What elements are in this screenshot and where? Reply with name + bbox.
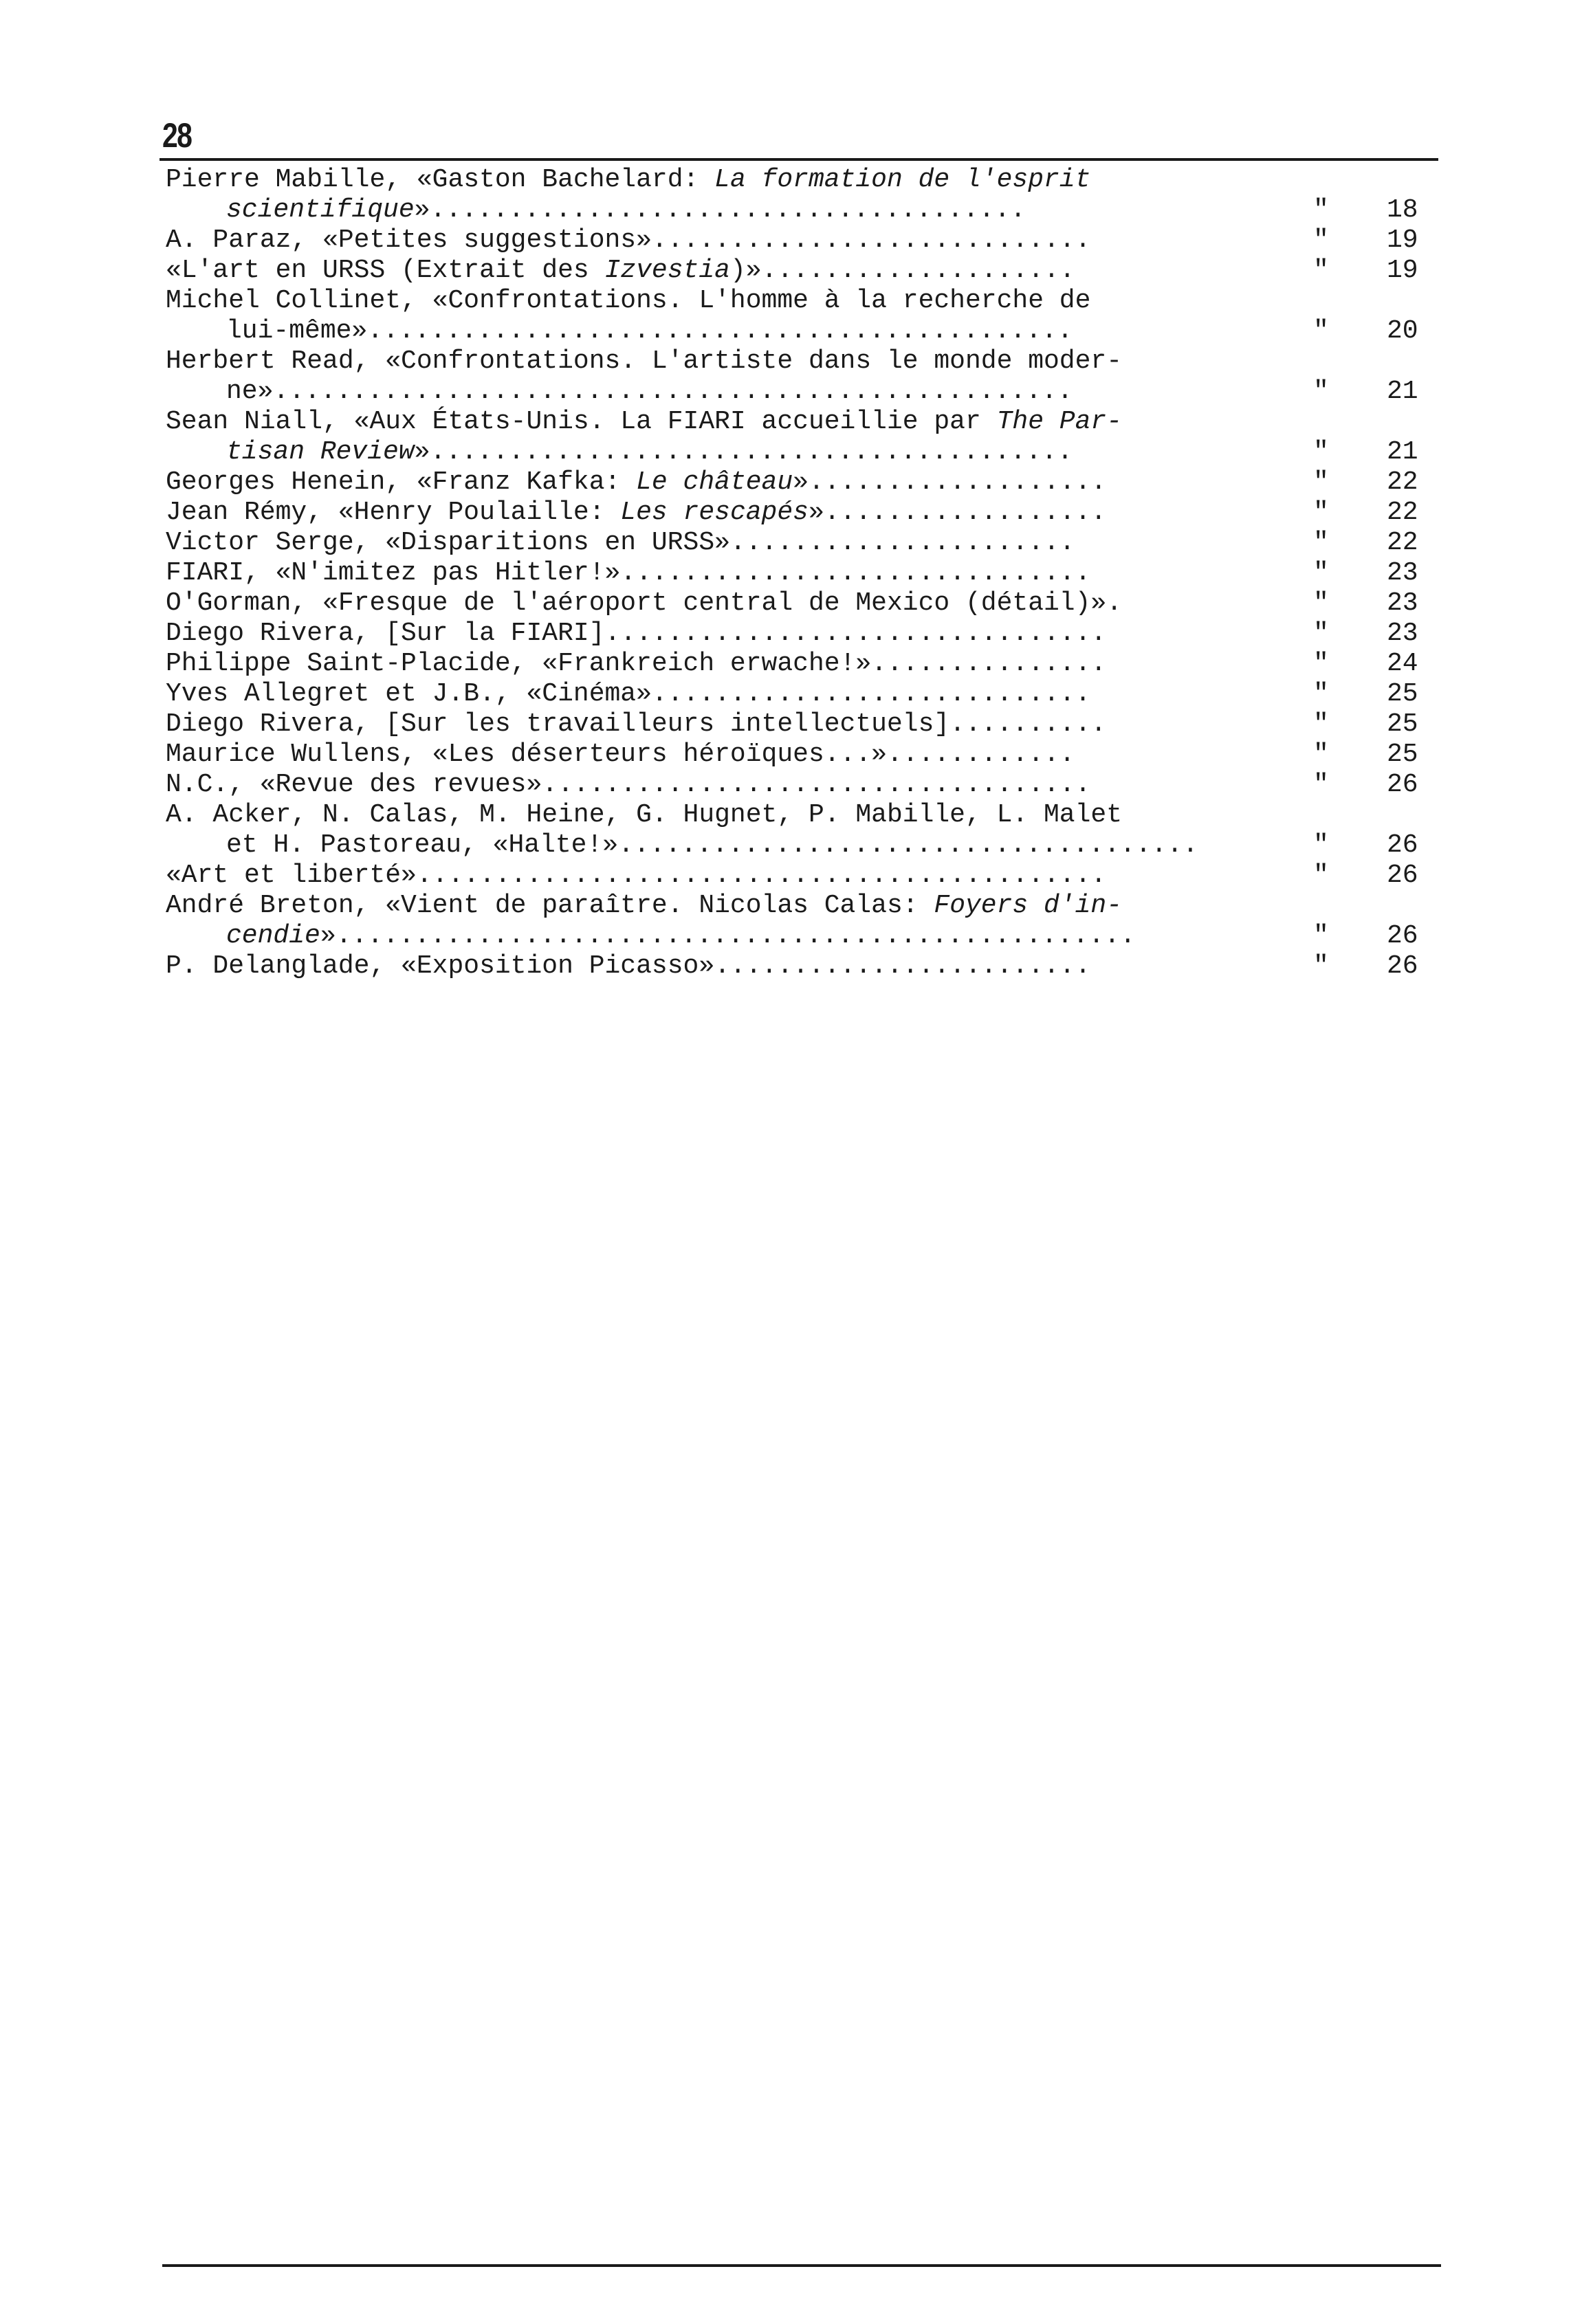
toc-italic-title: cendie (226, 921, 320, 951)
toc-page-number: 23 (1387, 588, 1418, 618)
toc-page-number: 26 (1387, 951, 1418, 981)
toc-entry (166, 498, 1424, 528)
toc-entry-text (166, 407, 1122, 437)
toc-page-number: 19 (1387, 256, 1418, 285)
toc-text-segment: N.C., «Revue des revues»................................... (166, 770, 1091, 799)
toc-entry (166, 800, 1424, 861)
toc-entry (166, 709, 1424, 740)
toc-page-number: 21 (1387, 377, 1418, 406)
toc-entry-line (166, 679, 1424, 709)
toc-entry-text (166, 225, 1090, 256)
toc-text-segment: Diego Rivera, [Sur la FIARI]................................ (166, 619, 1107, 648)
toc-entry-line (166, 498, 1424, 528)
toc-text-segment: P. Delanglade, «Exposition Picasso»........................ (166, 951, 1091, 981)
toc-entry (166, 619, 1424, 649)
toc-text-segment: André Breton, «Vient de paraître. Nicolas Calas: (166, 891, 934, 920)
toc-text-segment: A. Paraz, «Petites suggestions»............................ (166, 225, 1091, 255)
ditto-mark: " (1313, 709, 1329, 739)
toc-text-segment: A. Acker, N. Calas, M. Heine, G. Hugnet, P. Mabille, L. Malet (166, 800, 1123, 830)
toc-page-number: 18 (1387, 195, 1418, 225)
toc-entry (166, 588, 1424, 619)
toc-entry-text (166, 800, 1122, 830)
toc-entry-line (166, 528, 1424, 558)
toc-page-number: 24 (1387, 649, 1418, 678)
toc-italic-title: La formation de l'esprit (714, 165, 1091, 195)
toc-entry-text (166, 861, 1106, 891)
toc-text-segment: Michel Collinet, «Confrontations. L'homme à la recherche de (166, 286, 1091, 316)
toc-entry (166, 740, 1424, 770)
toc-entry-text (166, 256, 1075, 286)
toc-text-segment: FIARI, «N'imitez pas Hitler!».............................. (166, 558, 1091, 588)
toc-page-number: 19 (1387, 225, 1418, 255)
toc-entry-text (166, 951, 1090, 982)
toc-italic-title: Foyers d'in- (934, 891, 1123, 920)
ditto-mark: " (1313, 679, 1329, 709)
toc-italic-title: Le château (636, 467, 793, 497)
toc-text-segment: Georges Henein, «Franz Kafka: (166, 467, 637, 497)
toc-entry (166, 861, 1424, 891)
toc-entry-continuation-line (166, 921, 1424, 951)
toc-entry-text (166, 619, 1106, 649)
toc-text-segment: «Art et liberté»............................................ (166, 861, 1107, 890)
toc-text-segment: Victor Serge, «Disparitions en URSS»...................... (166, 528, 1075, 557)
page-number: 28 (162, 116, 192, 155)
toc-entry-text (166, 498, 1106, 528)
toc-entry-text (226, 316, 1073, 346)
toc-entry-text (166, 891, 1122, 921)
ditto-mark: " (1313, 558, 1329, 588)
ditto-mark: " (1313, 951, 1329, 981)
toc-entry (166, 165, 1424, 225)
toc-text-segment: Diego Rivera, [Sur les travailleurs intellectuels].......... (166, 709, 1107, 739)
toc-entry (166, 407, 1424, 467)
toc-entry (166, 951, 1424, 982)
toc-text-segment: »...................................... (414, 195, 1026, 225)
toc-text-segment: lui-même»............................................. (226, 316, 1073, 346)
toc-entry-text (226, 921, 1136, 951)
toc-page-number: 23 (1387, 558, 1418, 588)
toc-page-number: 20 (1387, 316, 1418, 346)
toc-italic-title: The Par- (996, 407, 1123, 436)
toc-entry-line (166, 619, 1424, 649)
toc-page-number: 25 (1387, 709, 1418, 739)
toc-entry (166, 225, 1424, 256)
toc-page-number: 26 (1387, 830, 1418, 860)
toc-entry-text (166, 165, 1090, 195)
toc-entry-text (166, 467, 1106, 498)
toc-text-segment: »................... (793, 467, 1107, 497)
toc-page-number: 22 (1387, 467, 1418, 497)
toc-entry-continuation-line (166, 377, 1424, 407)
ditto-mark: " (1313, 740, 1329, 769)
toc-entry-line (166, 861, 1424, 891)
toc-page-number: 22 (1387, 498, 1418, 527)
toc-text-segment: O'Gorman, «Fresque de l'aéroport central de Mexico (détail)». (166, 588, 1123, 618)
toc-entry-text (166, 286, 1090, 316)
toc-entry-text (166, 346, 1122, 377)
toc-entry (166, 346, 1424, 407)
toc-text-segment: Yves Allegret et J.B., «Cinéma»............................ (166, 679, 1091, 709)
toc-entry-line (166, 649, 1424, 679)
toc-page-number: 26 (1387, 921, 1418, 951)
toc-entry-line (166, 467, 1424, 498)
toc-page-number: 25 (1387, 679, 1418, 709)
ditto-mark: " (1313, 377, 1329, 406)
ditto-mark: " (1313, 467, 1329, 497)
toc-entry-line (166, 286, 1424, 316)
toc-entry-text (166, 770, 1090, 800)
toc-entry (166, 467, 1424, 498)
toc-entry-text (166, 528, 1075, 558)
toc-text-segment: )».................... (729, 256, 1075, 285)
toc-page-number: 25 (1387, 740, 1418, 769)
toc-page-number: 22 (1387, 528, 1418, 557)
toc-page-number: 26 (1387, 770, 1418, 799)
toc-entry-text (166, 588, 1122, 619)
toc-entry-text (166, 558, 1090, 588)
toc-italic-title: scientifique (226, 195, 415, 225)
ditto-mark: " (1313, 225, 1329, 255)
toc-entry (166, 256, 1424, 286)
toc-entry-continuation-line (166, 830, 1424, 861)
toc-italic-title: Izvestia (604, 256, 730, 285)
toc-entry (166, 286, 1424, 346)
toc-entry-line (166, 165, 1424, 195)
toc-entry-text (166, 679, 1090, 709)
toc-text-segment: «L'art en URSS (Extrait des (166, 256, 605, 285)
toc-entry-line (166, 558, 1424, 588)
ditto-mark: " (1313, 437, 1329, 467)
toc-entry-line (166, 800, 1424, 830)
ditto-mark: " (1313, 316, 1329, 346)
toc-entry (166, 891, 1424, 951)
ditto-mark: " (1313, 588, 1329, 618)
toc-entry (166, 770, 1424, 800)
toc-entry-continuation-line (166, 195, 1424, 225)
ditto-mark: " (1313, 195, 1329, 225)
toc-text-segment: ».................. (808, 498, 1107, 527)
toc-entry-text (166, 709, 1106, 740)
toc-entry (166, 679, 1424, 709)
ditto-mark: " (1313, 256, 1329, 285)
table-of-contents (166, 165, 1424, 982)
ditto-mark: " (1313, 830, 1329, 860)
toc-text-segment: Jean Rémy, «Henry Poulaille: (166, 498, 621, 527)
toc-entry-continuation-line (166, 316, 1424, 346)
toc-entry (166, 558, 1424, 588)
ditto-mark: " (1313, 861, 1329, 890)
toc-entry-line (166, 770, 1424, 800)
toc-entry-line (166, 225, 1424, 256)
toc-italic-title: Les rescapés (620, 498, 809, 527)
toc-text-segment: Sean Niall, «Aux États-Unis. La FIARI accueillie par (166, 407, 997, 436)
toc-entry-line (166, 407, 1424, 437)
toc-entry-text (226, 377, 1073, 407)
toc-entry-continuation-line (166, 437, 1424, 467)
toc-page-number: 26 (1387, 861, 1418, 890)
toc-italic-title: tisan Review (226, 437, 415, 467)
toc-text-segment: Pierre Mabille, «Gaston Bachelard: (166, 165, 715, 195)
toc-entry-line (166, 740, 1424, 770)
toc-text-segment: ne»................................................... (226, 377, 1073, 406)
ditto-mark: " (1313, 498, 1329, 527)
toc-text-segment: Herbert Read, «Confrontations. L'artiste dans le monde moder- (166, 346, 1123, 376)
toc-entry-line (166, 256, 1424, 286)
toc-text-segment: Philippe Saint-Placide, «Frankreich erwache!»............... (166, 649, 1107, 678)
toc-entry-text (166, 649, 1106, 679)
toc-entry-text (166, 740, 1075, 770)
ditto-mark: " (1313, 528, 1329, 557)
toc-page-number: 23 (1387, 619, 1418, 648)
ditto-mark: " (1313, 619, 1329, 648)
toc-entry-line (166, 588, 1424, 619)
toc-page-number: 21 (1387, 437, 1418, 467)
toc-entry (166, 649, 1424, 679)
toc-entry (166, 528, 1424, 558)
toc-text-segment: »......................................... (414, 437, 1073, 467)
toc-text-segment: Maurice Wullens, «Les déserteurs héroïques...»............ (166, 740, 1075, 769)
toc-text-segment: et H. Pastoreau, «Halte!»..................................... (226, 830, 1198, 860)
toc-entry-line (166, 891, 1424, 921)
footer-rule (162, 2264, 1441, 2267)
toc-entry-text (226, 195, 1026, 225)
ditto-mark: " (1313, 649, 1329, 678)
toc-entry-line (166, 951, 1424, 982)
toc-text-segment: »................................................... (320, 921, 1136, 951)
toc-entry-text (226, 830, 1198, 861)
toc-entry-line (166, 709, 1424, 740)
header-rule (160, 158, 1438, 161)
toc-entry-text (226, 437, 1073, 467)
toc-entry-line (166, 346, 1424, 377)
ditto-mark: " (1313, 770, 1329, 799)
ditto-mark: " (1313, 921, 1329, 951)
